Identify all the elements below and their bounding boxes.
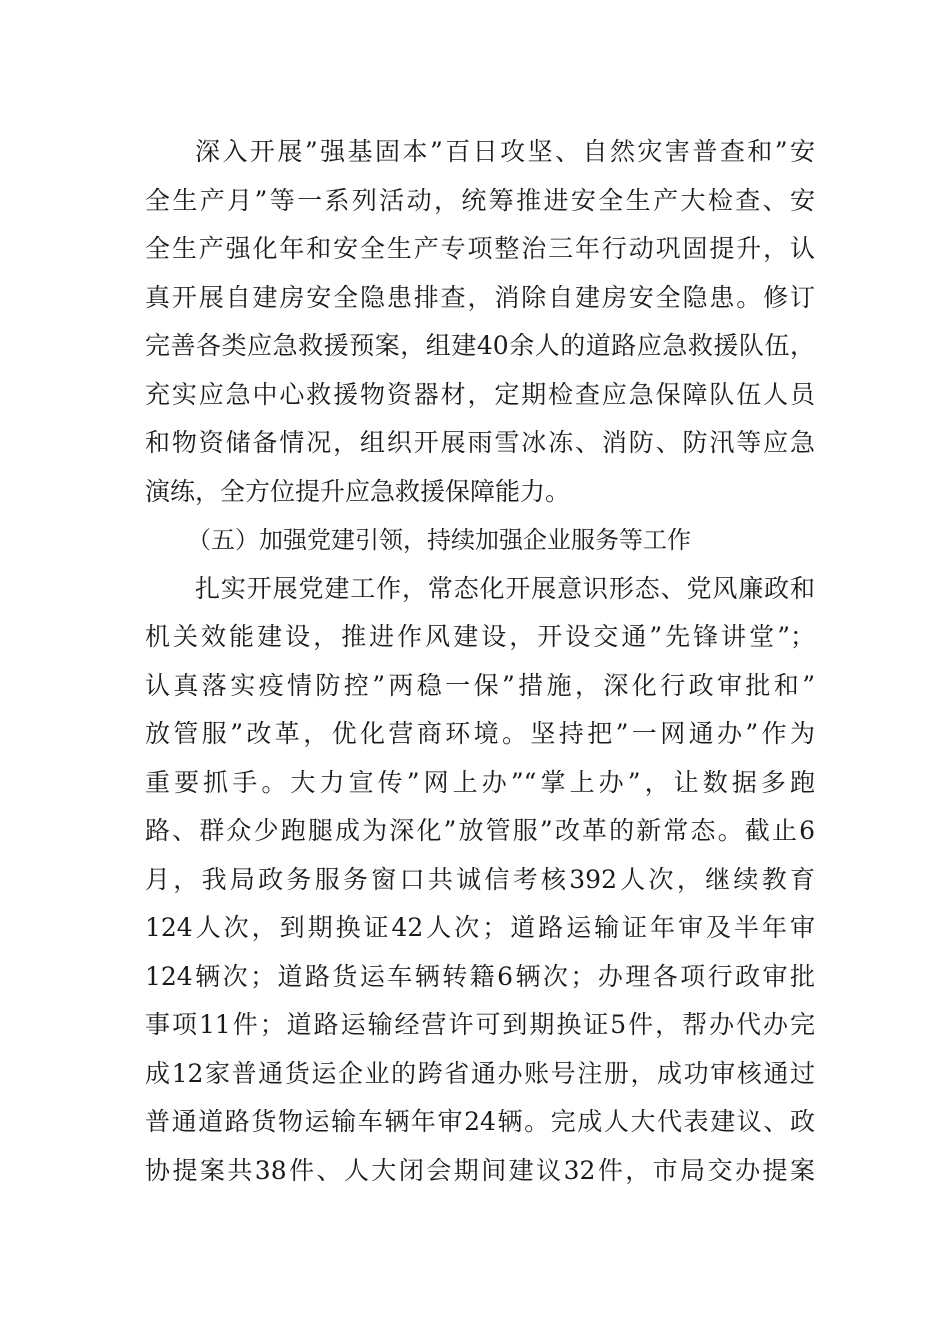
paragraph-line: 事项11件；道路运输经营许可到期换证5件，帮办代办完 — [145, 1010, 815, 1039]
paragraph-line: 和物资储备情况，组织开展雨雪冰冻、消防、防汛等应急 — [145, 428, 815, 457]
paragraph-line: 真开展自建房安全隐患排查，消除自建房安全隐患。修订 — [145, 282, 815, 312]
paragraph-line: 协提案共38件、人大闭会期间建议32件，市局交办提案 — [145, 1155, 815, 1185]
document-body — [145, 128, 815, 1195]
paragraph-line: 普通道路货物运输车辆年审24辆。完成人大代表建议、政 — [145, 1107, 815, 1136]
paragraph-emergency-rescue — [145, 128, 815, 516]
paragraph-line: 深入开展”强基固本”百日攻坚、自然灾害普查和”安 — [195, 137, 815, 166]
paragraph-line: 认真落实疫情防控”两稳一保”措施，深化行政审批和” — [145, 670, 815, 700]
paragraph-line: 扎实开展党建工作，常态化开展意识形态、党风廉政和 — [195, 573, 815, 603]
paragraph-line: 充实应急中心救援物资器材，定期检查应急保障队伍人员 — [145, 379, 815, 409]
paragraph-line: 124人次，到期换证42人次；道路运输证年审及半年审 — [145, 913, 815, 942]
paragraph-line: 全生产强化年和安全生产专项整治三年行动巩固提升，认 — [145, 234, 815, 263]
paragraph-line: 124辆次；道路货运车辆转籍6辆次；办理各项行政审批 — [145, 961, 815, 991]
section-heading: （五）加强党建引领，持续加强企业服务等工作 — [187, 526, 691, 554]
paragraph-line: 放管服”改革，优化营商环境。坚持把”一网通办”作为 — [145, 719, 815, 748]
paragraph-line: 路、群众少跑腿成为深化”放管服”改革的新常态。截止6 — [145, 816, 815, 845]
paragraph-line: 月，我局政务服务窗口共诚信考核392人次，继续教育 — [145, 864, 815, 894]
paragraph-line: 重要抓手。大力宣传”网上办”“掌上办”，让数据多跑 — [145, 767, 815, 797]
paragraph-party-building — [145, 565, 815, 1196]
paragraph-line: 成12家普通货运企业的跨省通办账号注册，成功审核通过 — [145, 1058, 815, 1088]
paragraph-line: 演练，全方位提升应急救援保障能力。 — [145, 476, 571, 506]
paragraph-line: 全生产月”等一系列活动，统筹推进安全生产大检查、安 — [145, 185, 815, 215]
paragraph-line: 机关效能建设，推进作风建设，开设交通”先锋讲堂”； — [145, 622, 815, 651]
paragraph-line: 完善各类应急救援预案，组建40余人的道路应急救援队伍， — [145, 331, 815, 360]
